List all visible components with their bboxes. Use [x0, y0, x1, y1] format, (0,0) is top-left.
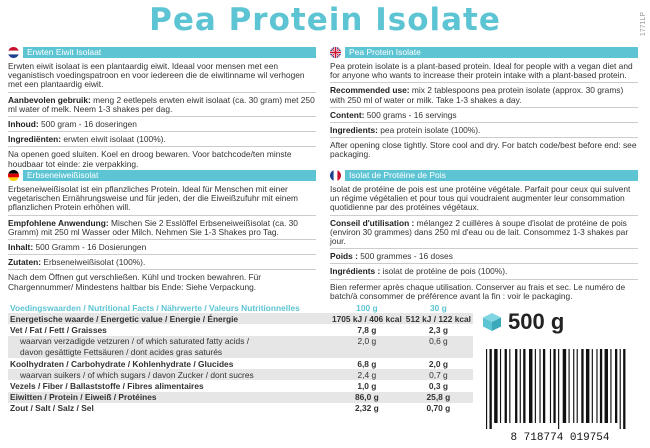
- nutrition-row: [8, 392, 473, 403]
- nutrition-row: [8, 369, 473, 380]
- value-100g: [330, 347, 404, 358]
- section-fr: [330, 170, 638, 304]
- nutrient-name: Eiwitten / Protein / Eiweiß / Protéines: [8, 392, 330, 403]
- barcode-number: 8 718774 019754: [510, 432, 610, 442]
- barcode-bar: [535, 349, 536, 423]
- barcode-bar: [623, 349, 625, 429]
- barcode-bar: [520, 349, 521, 423]
- nutrition-row: [8, 324, 473, 335]
- nutrient-name: Vezels / Fiber / Ballaststoffe / Fibres alimentaires: [10, 380, 204, 391]
- barcode-bar: [620, 349, 621, 429]
- nutrient-name: Vet / Fat / Fett / Graisses: [10, 324, 107, 335]
- use-text: mix 2 tablespoons pea protein isolate (approx. 30 grams) with 250 ml of water or milk. Take 1-3 shakes a day.: [330, 85, 624, 105]
- barcode-bar: [573, 349, 574, 423]
- barcode-bar: [581, 349, 583, 423]
- column-header-100g: 100 g: [356, 302, 378, 313]
- content-label: Content:: [330, 109, 365, 120]
- product-title: Pea Protein Isolate: [149, 2, 501, 38]
- barcode-bar: [505, 349, 507, 423]
- column-header-serving: 30 g: [430, 302, 447, 313]
- value-100g: 2,0 g: [330, 336, 404, 347]
- ingredients-label: Zutaten:: [8, 257, 42, 268]
- ingredients-text: isolat de protéine de pois (100%).: [380, 266, 508, 277]
- netherlands-flag-icon: [8, 47, 19, 58]
- barcode-bar: [486, 349, 487, 429]
- section-label: Erbseneiweißisolat: [23, 170, 316, 181]
- value-serving: 512 kJ / 122 kcal: [405, 313, 471, 324]
- ingredients-label: Ingrediënten:: [8, 134, 62, 145]
- intro-text: Erwten eiwit isolaat is een plantaardig eiwit. Ideaal voor mensen met een veganistisch voedingspatroon en voor iedereen die de eiwitinname wil verhogen met een plantaardig eiwit.: [8, 62, 316, 93]
- barcode-bar: [596, 349, 597, 423]
- nutrition-row: [8, 403, 473, 414]
- nutrient-name: Energetische waarde / Energetic value / Energie / Énergie: [8, 313, 330, 324]
- use-label: Conseil d'utilisation :: [330, 217, 415, 228]
- product-code: 1771LP: [640, 12, 647, 37]
- value-100g: 1,0 g: [357, 380, 377, 391]
- value-serving: 25,8 g: [404, 392, 473, 403]
- value-serving: [404, 347, 473, 358]
- value-100g: 7,8 g: [357, 324, 377, 335]
- nutrition-row: [8, 336, 473, 347]
- barcode-bar: [558, 349, 559, 429]
- nutrition-row: [8, 347, 473, 358]
- ingredients-text: pea protein isolate (100%).: [377, 125, 481, 136]
- use-label: Recommended use:: [330, 85, 410, 96]
- barcode-bar: [529, 349, 532, 423]
- section-label: Pea Protein Isolate: [345, 47, 638, 58]
- nutrient-name: Koolhydraten / Carbohydrate / Kohlenhydrate / Glucides: [10, 358, 234, 369]
- value-100g: 2,32 g: [354, 403, 379, 414]
- nutrition-row: [8, 380, 473, 391]
- barcode-bar: [500, 349, 501, 423]
- barcode-bar: [490, 349, 492, 429]
- barcode-bar: [494, 349, 497, 423]
- value-serving: 2,3 g: [428, 324, 448, 335]
- barcode-bar: [586, 349, 589, 423]
- barcode-bar: [605, 349, 608, 423]
- weight-label: 500 g: [508, 309, 565, 334]
- use-text: mélangez 2 cuillères à soupe d'isolat de protéine de pois (environ 30 grammes) dans 250 ml d'eau ou de lait. Consommez 1-3 shakes par jour.: [330, 217, 629, 247]
- intro-text: Pea protein isolate is a plant-based protein. Ideal for people with a vegan diet and for anyone who wants to increase their protein intake with a plant-based protein.: [330, 62, 638, 83]
- barcode-bar: [515, 349, 517, 423]
- section-en: [330, 47, 638, 163]
- intro-text: Erbseneiweißisolat ist ein pflanzliches Protein. Ideal für Menschen mit einer vegetarischen Ernährungsweise und für jeden, der die Eiweißzufuhr mit einem pflanzlichen Protein erhöhen will.: [8, 185, 316, 216]
- use-text: meng 2 eetlepels erwten eiwit isolaat (ca. 30 gram) met 250 ml water of melk. Neem 1-3 shakes per dag.: [8, 94, 315, 114]
- section-label: Erwten Eiwit Isolaat: [23, 47, 316, 58]
- nutrient-name: waarvan verzadigde vetzuren / of which saturated fatty acids /: [8, 336, 330, 347]
- barcode-bar: [539, 349, 540, 423]
- intro-text: Isolat de protéine de pois est une protéine végétale. Parfait pour ceux qui suivent un régime végétalien et pour tous qui voudraient augmenter leur consommation quotidienne par des protéines végétaux.: [330, 185, 638, 216]
- nutrition-row: [8, 358, 473, 369]
- use-text: Mischen Sie 2 Esslöffel Erbseneiweißisolat (ca. 30 Gramm) mit 250 ml Wasser oder Milch. Nehmen Sie 1-3 Shakes pro Tag.: [8, 217, 298, 237]
- content-text: 500 grams - 16 servings: [364, 109, 457, 120]
- ingredients-label: Ingrédients :: [330, 266, 381, 277]
- net-weight: [482, 309, 564, 335]
- barcode-bar: [615, 349, 617, 423]
- barcode-bar: [509, 349, 510, 423]
- storage-text: Nach dem Öffnen gut verschließen. Kühl und trocken bewahren. Für Chargennummer/ Mindestens haltbar bis Ende: Siehe Verpackung.: [8, 272, 262, 292]
- barcode-bar: [563, 349, 566, 423]
- barcode-bar: [553, 349, 555, 423]
- france-flag-icon: [330, 170, 341, 181]
- value-100g: 1705 kJ / 406 kcal: [331, 313, 402, 324]
- content-label: Poids :: [330, 251, 358, 262]
- nutrition-row: [8, 313, 473, 324]
- value-serving: 0,7 g: [404, 369, 473, 380]
- content-text: 500 Gramm - 16 Dosierungen: [33, 242, 147, 253]
- value-serving: 2,0 g: [428, 358, 448, 369]
- ingredients-label: Ingredients:: [330, 125, 378, 136]
- barcode-bar: [592, 349, 593, 423]
- uk-flag-icon: [330, 47, 341, 58]
- barcode-bar: [577, 349, 578, 423]
- use-label: Empfohlene Anwendung:: [8, 217, 109, 228]
- value-serving: 0,3 g: [428, 380, 448, 391]
- value-100g: 2,4 g: [330, 369, 404, 380]
- nutrition-table: [8, 302, 473, 414]
- value-serving: 0,6 g: [404, 336, 473, 347]
- use-label: Aanbevolen gebruik:: [8, 94, 91, 105]
- storage-text: Bien refermer après chaque utilisation. Conserver au frais et sec. Le numéro de batch/à consommer de préférence avant la fin : voir le packaging.: [330, 281, 626, 301]
- value-100g: 6,8 g: [357, 358, 377, 369]
- nutrient-name: waarvan suikers / of which sugars / davon Zucker / dont sucres: [8, 369, 330, 380]
- storage-text: Na openen goed sluiten. Koel en droog bewaren. Voor batchcode/ten minste houdbaar tot einde: zie verpakking.: [8, 149, 292, 169]
- content-text: 500 grammes - 16 doses: [357, 251, 453, 262]
- content-text: 500 gram - 16 doseringen: [38, 119, 137, 130]
- storage-text: After opening close tightly. Store cool and dry. For batch code/best before end: see packaging.: [330, 140, 637, 160]
- nutrient-name: Zout / Salt / Salz / Sel: [10, 403, 94, 414]
- value-100g: 86,0 g: [330, 392, 404, 403]
- content-label: Inhoud:: [8, 119, 39, 130]
- content-label: Inhalt:: [8, 242, 34, 253]
- barcode: [478, 347, 643, 442]
- ingredients-text: erwten eiwit isolaat (100%).: [61, 134, 166, 145]
- barcode-bar: [569, 349, 570, 423]
- barcode-bar: [550, 349, 551, 423]
- germany-flag-icon: [8, 170, 19, 181]
- barcode-bar: [523, 349, 525, 423]
- section-label: Isolat de Protéine de Pois: [345, 170, 638, 181]
- barcode-bar: [610, 349, 611, 423]
- barcode-bar: [543, 349, 545, 423]
- section-nl: [8, 47, 316, 172]
- package-icon: [482, 312, 502, 332]
- section-de: [8, 170, 316, 295]
- value-serving: 0,70 g: [426, 403, 451, 414]
- barcode-bar: [600, 349, 602, 423]
- ingredients-text: Erbseneiweißisolat (100%).: [41, 257, 146, 268]
- nutrient-name: davon gesättigte Fettsäuren / dont acides gras saturés: [8, 347, 330, 358]
- nutrition-header: Voedingswaarden / Nutritional Facts / Nährwerte / Valeurs Nutritionnelles: [10, 302, 300, 313]
